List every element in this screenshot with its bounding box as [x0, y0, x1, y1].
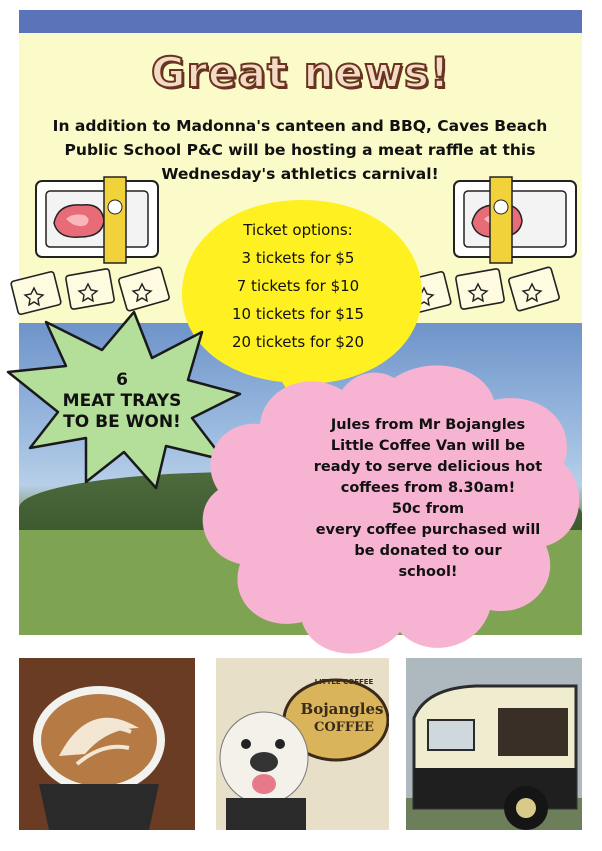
prize-count: 6 [116, 370, 128, 390]
coffee-line: Jules from Mr Bojangles [330, 417, 526, 433]
prize-text [42, 370, 202, 433]
coffee-line: be donated to our [354, 543, 502, 559]
coffee-van-photo [406, 658, 582, 830]
logo-bottom-text: COFFEE [314, 720, 374, 735]
coffee-line: coffees from 8.30am! [340, 480, 516, 496]
coffee-line: ready to serve delicious hot [313, 459, 543, 475]
ticket-option: 20 tickets for $20 [231, 333, 365, 351]
ticket-heading: Ticket options: [243, 221, 353, 239]
coffee-line: every coffee purchased will [315, 522, 541, 538]
top-banner-bar [19, 10, 582, 33]
ticket-option: 7 tickets for $10 [236, 277, 360, 295]
coffee-van-message [298, 415, 558, 583]
bulldog-logo-photo [216, 658, 389, 830]
ticket-option: 10 tickets for $15 [231, 305, 365, 323]
coffee-line: Little Coffee Van will be [330, 438, 526, 454]
intro-line-2: Public School P&C will be hosting a meat raffle at this [64, 141, 536, 159]
logo-top-text: LITTLE COFFEE [314, 678, 374, 686]
coffee-line: school! [398, 564, 458, 580]
meat-tray-icon [450, 175, 580, 265]
coffee-line: 50c from [391, 501, 465, 517]
ticket-option: 3 tickets for $5 [241, 249, 355, 267]
prize-line: TO BE WON! [63, 412, 181, 432]
page-title: Great news! [150, 48, 451, 97]
meat-tray-icon [32, 175, 162, 265]
logo-name: Bojangles [300, 700, 384, 718]
intro-line-3: Wednesday's athletics carnival! [161, 165, 439, 183]
intro-line-1: In addition to Madonna's canteen and BBQ, Caves Beach [52, 117, 548, 135]
latte-art-photo [19, 658, 195, 830]
prize-line: MEAT TRAYS [62, 391, 182, 411]
